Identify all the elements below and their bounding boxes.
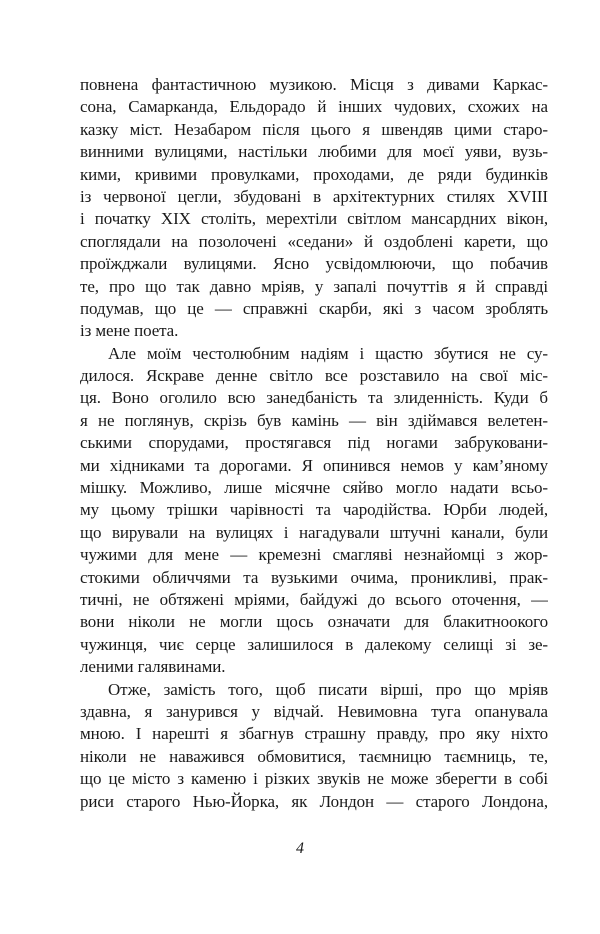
text-line: ськими спорудами, простягався під ногами забруковани-: [80, 433, 548, 453]
text-line: риси старого Нью-Йорка, як Лондон — старого Лондона,: [80, 791, 548, 811]
text-line: дилося. Яскраве денне світло все розставило на свої міс-: [80, 366, 548, 386]
text-line: сона, Самарканда, Ельдорадо й інших чудових, схожих на: [80, 97, 548, 117]
paragraph: [80, 74, 548, 343]
text-line: Отже, замість того, щоб писати вірші, про що мріяв: [108, 679, 548, 699]
text-line: що це місто з каменю і різких звуків не може зберегти в собі: [80, 769, 548, 789]
text-line: подумав, що це — справжні скарби, які з часом зроблять: [80, 298, 548, 318]
text-line: ця. Воно оголило всю занедбаність та злиденність. Куди б: [80, 388, 548, 408]
text-line: вони ніколи не могли щось означати для блакитноокого: [80, 612, 548, 632]
text-line: і початку XIX століть, мерехтіли світлом мансардних вікон,: [80, 209, 548, 229]
text-line: кими, кривими провулками, проходами, де ряди будинків: [80, 164, 548, 184]
text-line: ніколи не наважився обмовитися, таємницю таємниць, те,: [80, 746, 548, 766]
text-line: му цьому трішки чарівності та чародійства. Юрби людей,: [80, 500, 548, 520]
text-line: я не поглянув, скрізь був камінь — він здіймався велетен-: [80, 410, 548, 430]
text-line: здавна, я занурився у відчай. Невимовна туга опанувала: [80, 701, 548, 721]
text-line: казку міст. Незабаром після цього я швендяв цими старо-: [80, 119, 548, 139]
text-line: із червоної цегли, збудовані в архітектурних стилях XVIII: [80, 186, 548, 206]
paragraph: [80, 343, 548, 679]
text-line: проїжджали вулицями. Ясно усвідомлюючи, що побачив: [80, 254, 548, 274]
text-line: повнена фантастичною музикою. Місця з дивами Каркас-: [80, 75, 548, 94]
text-line: ми хідниками та дорогами. Я опинився немов у кам’яному: [80, 455, 548, 475]
text-line: стокими обличчями та вузькими очима, проникливі, прак-: [80, 567, 548, 587]
text-line: Але моїм честолюбним надіям і щастю збутися не су-: [108, 343, 548, 363]
text-line: споглядали на позолочені «седани» й оздоблені карети, що: [80, 231, 548, 251]
text-line: леними галявинами.: [80, 657, 226, 677]
text-line: те, про що так давно мріяв, у запалі почуттів я й справді: [80, 276, 548, 296]
text-line: мною. І нарешті я збагнув страшну правду, про яку ніхто: [80, 724, 548, 744]
paragraph: [80, 679, 548, 813]
text-line: винними вулицями, настільки любими для моєї уяви, вузь-: [80, 142, 548, 162]
text-line: із мене поета.: [80, 321, 179, 341]
text-line: мішку. Можливо, лише місячне сяйво могло надати всьо-: [80, 478, 548, 498]
text-block: [80, 74, 548, 813]
page-number: 4: [296, 840, 304, 857]
text-line: що вирували на вулицях і нагадували штучні канали, були: [80, 522, 548, 542]
text-line: тичні, не обтяжені мріями, байдужі до всього оточення, —: [80, 589, 548, 609]
text-line: чужими для мене — кремезні смагляві незнайомці з жор-: [80, 545, 548, 565]
text-line: чужинця, чиє серце залишилося в далекому селищі зі зе-: [80, 634, 548, 654]
